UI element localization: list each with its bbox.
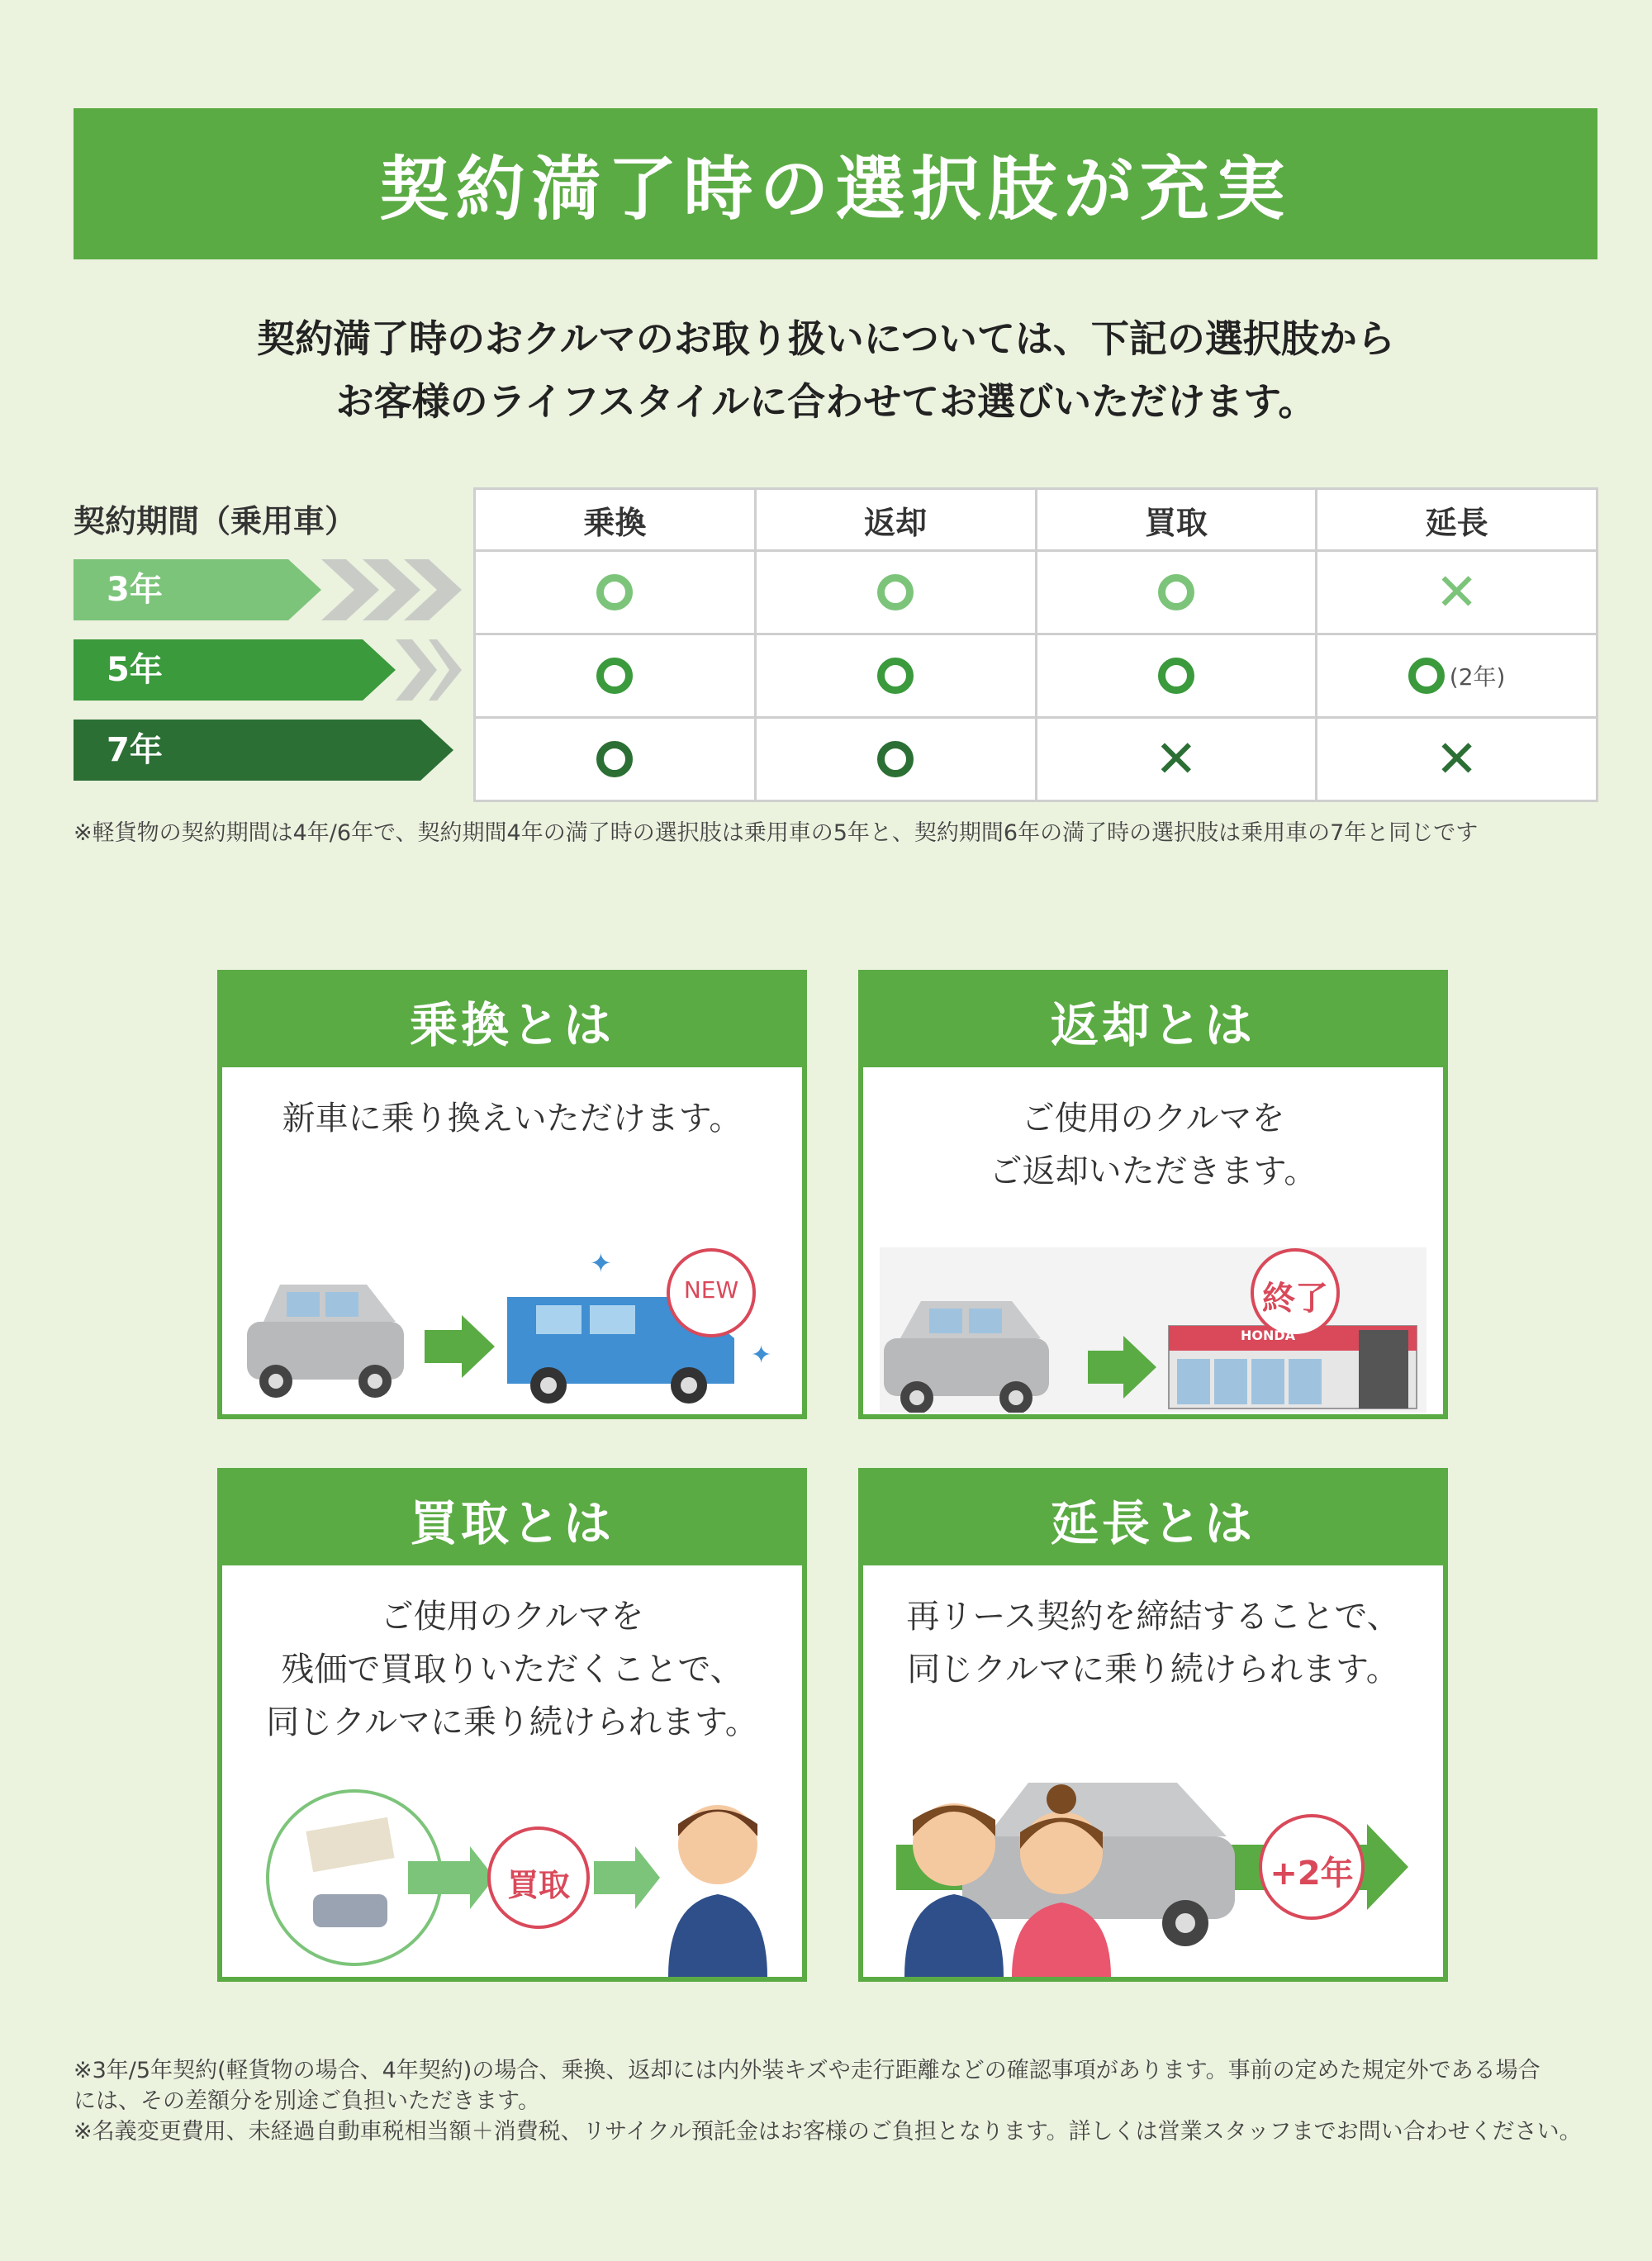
circle-mark-icon — [596, 658, 633, 694]
table-header-row — [475, 489, 1597, 551]
header-henkyaku: 返却 — [755, 489, 1036, 551]
table-row — [475, 551, 1597, 634]
card-text — [222, 1565, 802, 1749]
circle-mark-icon — [877, 741, 914, 777]
footnote-line: ※3年/5年契約(軽貨物の場合、4年契約)の場合、乗換、返却には内外装キズや走行距離などの確認事項があります。事前の定めた規定外である場合 — [74, 2058, 1540, 2083]
header-norikae: 乗換 — [475, 489, 756, 551]
lead-line-2: お客様のライフスタイルに合わせてお選びいただけます。 — [335, 379, 1317, 424]
man-icon — [668, 1805, 767, 1977]
cross-mark-icon: ✕ — [1435, 562, 1479, 622]
buyout-badge-label: 買取 — [506, 1867, 570, 1903]
page-title: 契約満了時の選択肢が充実 — [379, 149, 1292, 230]
table-row — [475, 634, 1597, 718]
period-arrow-7 — [74, 720, 462, 781]
footnote-line: ※名義変更費用、未経過自動車税相当額＋消費税、リサイクル預託金はお客様のご負担となります。詳しくは営業スタッフまでお問い合わせください。 — [74, 2119, 1582, 2145]
period-arrow-3 — [74, 559, 462, 620]
period-arrow-5 — [74, 639, 462, 701]
sparkle-icon: ✦ — [590, 1247, 612, 1279]
card-encho — [858, 1468, 1448, 1982]
card-text-line: 同じクルマに乗り続けられます。 — [266, 1703, 758, 1741]
lead-line-1: 契約満了時のおクルマのお取り扱いについては、下記の選択肢から — [257, 316, 1395, 361]
card-title: 延長とは — [863, 1473, 1443, 1565]
card-text-line: 新車に乗り換えいただけます。 — [282, 1100, 743, 1138]
period-label: 契約期間（乗用車） — [74, 503, 357, 539]
card-text-line: ご使用のクルマを — [1021, 1100, 1285, 1138]
extension-note: (2年) — [1449, 663, 1506, 691]
period-5-label: 5年 — [107, 651, 163, 689]
circle-mark-icon — [1408, 658, 1445, 694]
store-sign: HONDA — [1240, 1328, 1296, 1343]
ended-badge-label: 終了 — [1262, 1280, 1328, 1318]
new-badge-label: NEW — [683, 1276, 739, 1304]
circle-mark-icon — [877, 658, 914, 694]
circle-mark-icon — [1158, 658, 1194, 694]
cross-mark-icon: ✕ — [1154, 729, 1198, 789]
card-text — [863, 1067, 1443, 1198]
card-text — [222, 1067, 802, 1145]
footnotes — [74, 2055, 1610, 2147]
right-arrow-icon — [594, 1846, 660, 1909]
card-title: 返却とは — [863, 975, 1443, 1067]
card-text-line: ご返却いただきます。 — [989, 1152, 1317, 1190]
circle-mark-icon — [596, 574, 633, 610]
right-arrow-icon — [425, 1315, 495, 1378]
title-banner — [74, 108, 1597, 259]
card-text-line: 再リース契約を締結することで、 — [906, 1598, 1400, 1636]
card-title: 買取とは — [222, 1473, 802, 1565]
footnote-line: には、その差額分を別途ご負担いただきます。 — [74, 2088, 540, 2114]
table-row — [475, 718, 1597, 801]
sparkle-icon: ✦ — [751, 1341, 772, 1370]
period-3-label: 3年 — [107, 571, 163, 609]
card-kaitori — [217, 1468, 807, 1982]
circle-mark-icon — [596, 741, 633, 777]
table-footnote: ※軽貨物の契約期間は4年/6年で、契約期間4年の満了時の選択肢は乗用車の5年と、契約期間6年の満了時の選択肢は乗用車の7年と同じです — [74, 820, 1479, 846]
period-7-label: 7年 — [107, 731, 163, 769]
old-car-icon — [247, 1285, 404, 1398]
circle-mark-icon — [1158, 574, 1194, 610]
card-text-line: ご使用のクルマを — [380, 1598, 644, 1636]
header-encho: 延長 — [1317, 489, 1597, 551]
lead-text — [0, 307, 1652, 433]
card-norikae — [217, 970, 807, 1419]
plus-two-years-label: +2年 — [1270, 1855, 1354, 1893]
car-return-illustration — [863, 1247, 1443, 1413]
card-text-line: 残価で買取りいただくことで、 — [281, 1651, 743, 1689]
card-text-line: 同じクルマに乗り続けられます。 — [907, 1651, 1399, 1689]
options-table — [473, 487, 1598, 802]
card-henkyaku — [858, 970, 1448, 1419]
cross-mark-icon: ✕ — [1435, 729, 1479, 789]
header-kaitori: 買取 — [1036, 489, 1317, 551]
circle-mark-icon — [877, 574, 914, 610]
car-upgrade-illustration — [222, 1223, 802, 1414]
card-title: 乗換とは — [222, 975, 802, 1067]
card-text — [863, 1565, 1443, 1696]
